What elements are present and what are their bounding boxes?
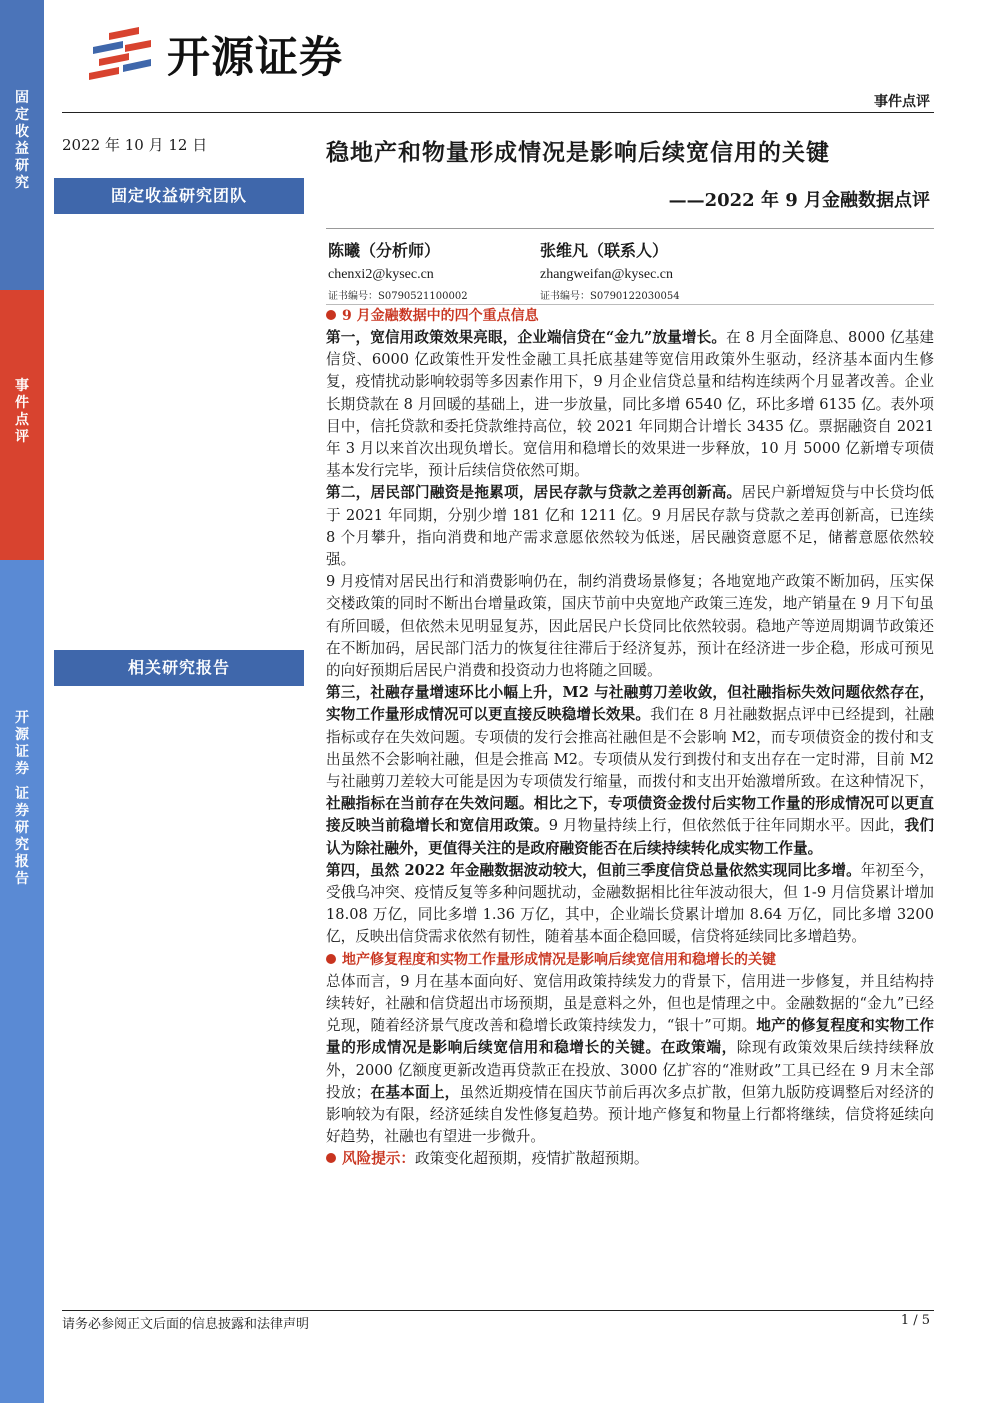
strip-kysec-report [0,560,44,1403]
page-number: 1 / 5 [900,1313,930,1328]
header-divider [62,112,934,113]
report-date: 2022 年 10 月 12 日 [62,136,208,154]
paragraph: 总体而言，9 月在基本面向好、宽信用政策持续发力的背景下，信用进一步修复，并且结构持续转好，社融和信贷超出市场预期，虽是意料之外，但也是情理之中。金融数据的“金九”已经兑现，随着经济景气度改善和稳增长政策持续发力，“银十”可期。地产的修复程度和实物工作量的形成情况是影响后续宽信用和稳增长的关键。在政策端，除现有政策效果后续持续释放外，2000 亿额度更新改造再贷款正在投放、3000 亿扩容的“准财政”工具已经在 9 月末全部投放；在基本面上，虽然近期疫情在国庆节前后再次多点扩散，但第九版防疫调整后对经济的影响较为有限，经济延续自发性修复趋势。预计地产修复和物量上行都将继续，信贷将延续向好趋势，社融也有望进一步微升。 [326,972,934,1146]
author-cert: 证书编号：S0790521100002 [328,291,468,302]
bullet-icon [326,1153,336,1163]
footer-divider [62,1310,934,1311]
author-card [328,240,468,306]
author-cert: 证书编号：S0790122030054 [540,291,680,302]
paragraph: 第二，居民部门融资是拖累项，居民存款与贷款之差再创新高。居民户新增短贷与中长贷均低于 2021 年同期，分别少增 181 亿和 1211 亿。9 月居民存款与贷款之差再创新高，已连续 8 个月攀升，指向消费和地产需求意愿依然较为低迷，居民融资意愿不足，储蓄意愿依然较强。 [326,484,934,569]
author-card [540,240,680,306]
strip-top-label: 固 定 收 益 研 究 [15,90,29,191]
author-name: 陈曦（分析师） [328,241,441,260]
report-type: 事件点评 [874,94,930,110]
strip-mid-label: 事 件 点 评 [15,378,29,445]
footer-disclaimer: 请务必参阅正文后面的信息披露和法律声明 [62,1317,310,1332]
related-reports-box: 相关研究报告 [54,650,304,686]
bullet-icon [326,310,336,320]
bullet-icon [326,954,336,964]
risk-note: 风险提示：政策变化超预期，疫情扩散超预期。 [326,1148,934,1170]
brand-name: 开源证券 [167,33,343,83]
title-divider [326,228,934,229]
paragraph: 第三，社融存量增速环比小幅上升，M2 与社融剪刀差收敛，但社融指标失效问题依然存在，实物工作量形成情况可以更直接反映稳增长效果。我们在 8 月社融数据点评中已经提到，社融指标或存在失效问题。专项债的发行会推高社融但是不会影响 M2，而专项债资金的拨付和支出虽然不会影响社融，但是会推高 M2。专项债从发行到拨付和支出存在一定时滞，目前 M2 与社融剪刀差较大可能是因为专项债发行缩量，而拨付和支出开始激增所致。在这种情况下，社融指标在当前存在失效问题。相比之下，专项债资金拨付后实物工作量的形成情况可以更直接反映当前稳增长和宽信用政策。9 月物量持续上行，但依然低于往年同期水平。因此，我们认为除社融外，更值得关注的是政府融资能否在后续持续转化成实物工作量。 [326,684,934,857]
paragraph: 第一，宽信用政策效果亮眼，企业端信贷在“金九”放量增长。在 8 月全面降息、8000 亿基建信贷、6000 亿政策性开发性金融工具托底基建等宽信用政策外生驱动，经济基本面内生修复，疫情扰动影响较弱等多因素作用下，9 月企业信贷总量和结构连续两个月显著改善。企业长期贷款在 8 月回暖的基础上，进一步放量，同比多增 6540 亿，环比多增 6135 亿。表外项目中，信托贷款和委托贷款维持高位，较 2021 年同期合计增长 3435 亿。票据融资自 2021 年 3 月以来首次出现负增长。宽信用和稳增长的效果进一步释放，10 月 5000 亿新增专项债基本发行完毕，预计后续信贷依然可期。 [326,329,935,480]
paragraph: 9 月疫情对居民出行和消费影响仍在，制约消费场景修复；各地宽地产政策不断加码，压实保交楼政策的同时不断出台增量政策，国庆节前中央宽地产政策三连发，地产销量在 9 月下旬虽有所回暖，但依然未见明显复苏，因此居民户长贷同比依然较弱。稳地产等逆周期调节政策还在不断加码，居民部门活力的恢复往往滞后于经济复苏，预计在经济进一步企稳，形成可预见的向好预期后居民户消费和投资动力也将随之回暖。 [326,573,934,680]
author-name: 张维凡（联系人） [540,241,669,260]
brand-logo [85,24,343,85]
report-title: 稳地产和物量形成情况是影响后续宽信用的关键 [326,139,830,166]
paragraph: 第四，虽然 2022 年金融数据波动较大，但前三季度信贷总量依然实现同比多增。年初至今，受俄乌冲突、疫情反复等多种问题扰动，金融数据相比往年波动很大，但 1-9 月信贷累计增加 18.08 万亿，同比多增 1.36 万亿，其中，企业端长贷累计增加 8.64 万亿，同比多增 3200 亿，反映出信贷需求依然有韧性，随着基本面企稳回暖，信贷将延续同比多增趋势。 [326,861,934,946]
logo-mark-icon [85,25,157,85]
strip-bot-label: 开 源 证 券 证 券 研 究 报 告 [15,710,29,887]
section-heading: 地产修复程度和实物工作量形成情况是影响后续宽信用和稳增长的关键 [326,949,934,971]
report-subtitle: ——2022 年 9 月金融数据点评 [668,190,930,211]
author-email[interactable]: chenxi2@kysec.cn [328,267,434,282]
author-email[interactable]: zhangweifan@kysec.cn [540,267,673,282]
report-body [326,305,934,1171]
section-heading: 9 月金融数据中的四个重点信息 [326,305,934,327]
research-team-box: 固定收益研究团队 [54,178,304,214]
